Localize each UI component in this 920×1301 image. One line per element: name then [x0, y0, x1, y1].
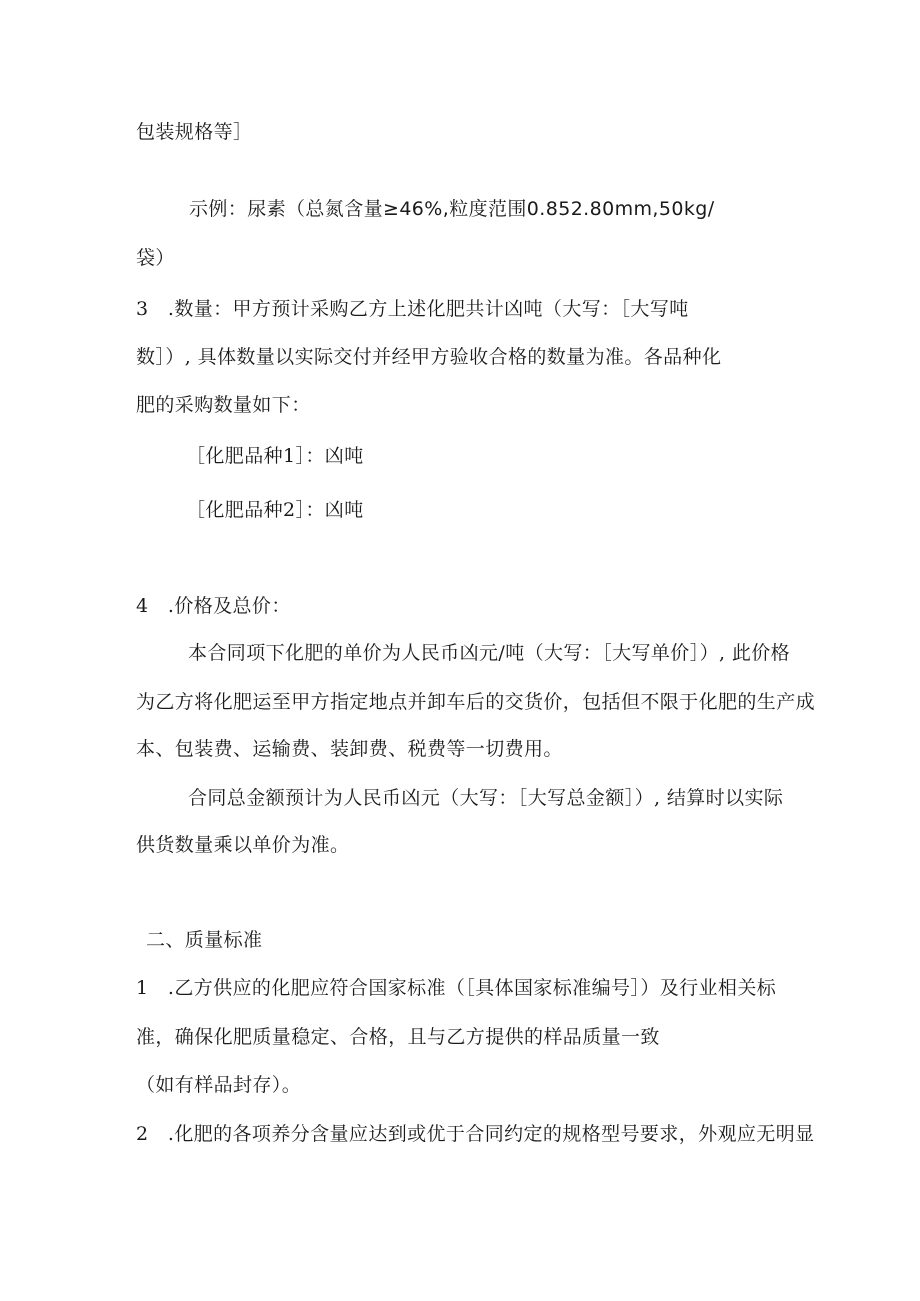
- text-line-variety-2: ［化肥品种2］：凶吨: [186, 499, 364, 521]
- text-line-quality-sample: 准，确保化肥质量稳定、合格，且与乙方提供的样品质量一致: [136, 1026, 660, 1048]
- text-line-price-heading: 4 .价格及总价：: [136, 595, 291, 617]
- text-line-settlement: 供货数量乘以单价为准。: [136, 834, 350, 856]
- text-line-delivery-price: 为乙方将化肥运至甲方指定地点并卸车后的交货价，包括但不限于化肥的生产成: [136, 691, 816, 713]
- text-line-example: 示例：尿素（总氮含量≥46%,粒度范围0.852.80mm,50kg∕: [189, 198, 715, 220]
- text-line-packaging-spec: 包装规格等］: [136, 121, 253, 143]
- text-line-quantity-detail: 数］）, 具体数量以实际交付并经甲方验收合格的数量为准。各品种化: [136, 346, 722, 368]
- text-line-quantity-heading: 3 .数量：甲方预计采购乙方上述化肥共计凶吨（大写：［大写吨: [136, 298, 689, 320]
- text-line-example-cont: 袋）: [136, 247, 175, 269]
- text-line-sample-note: （如有样品封存）。: [136, 1074, 302, 1096]
- text-line-total-amount: 合同总金额预计为人民币凶元（大写：［大写总金额］）, 结算时以实际: [188, 787, 784, 809]
- text-line-unit-price: 本合同项下化肥的单价为人民币凶元/吨（大写：［大写单价］）, 此价格: [188, 642, 791, 664]
- text-line-variety-1: ［化肥品种1］：凶吨: [186, 445, 364, 467]
- text-line-nutrient-content: 2 .化肥的各项养分含量应达到或优于合同约定的规格型号要求，外观应无明显: [136, 1123, 815, 1145]
- text-line-quantity-list-intro: 肥的采购数量如下：: [136, 394, 311, 416]
- section-heading-quality: 二、质量标准: [146, 929, 263, 951]
- text-line-quality-standard: 1 .乙方供应的化肥应符合国家标准（［具体国家标准编号］）及行业相关标: [136, 977, 777, 999]
- text-line-cost-items: 本、包装费、运输费、装卸费、税费等一切费用。: [136, 738, 563, 760]
